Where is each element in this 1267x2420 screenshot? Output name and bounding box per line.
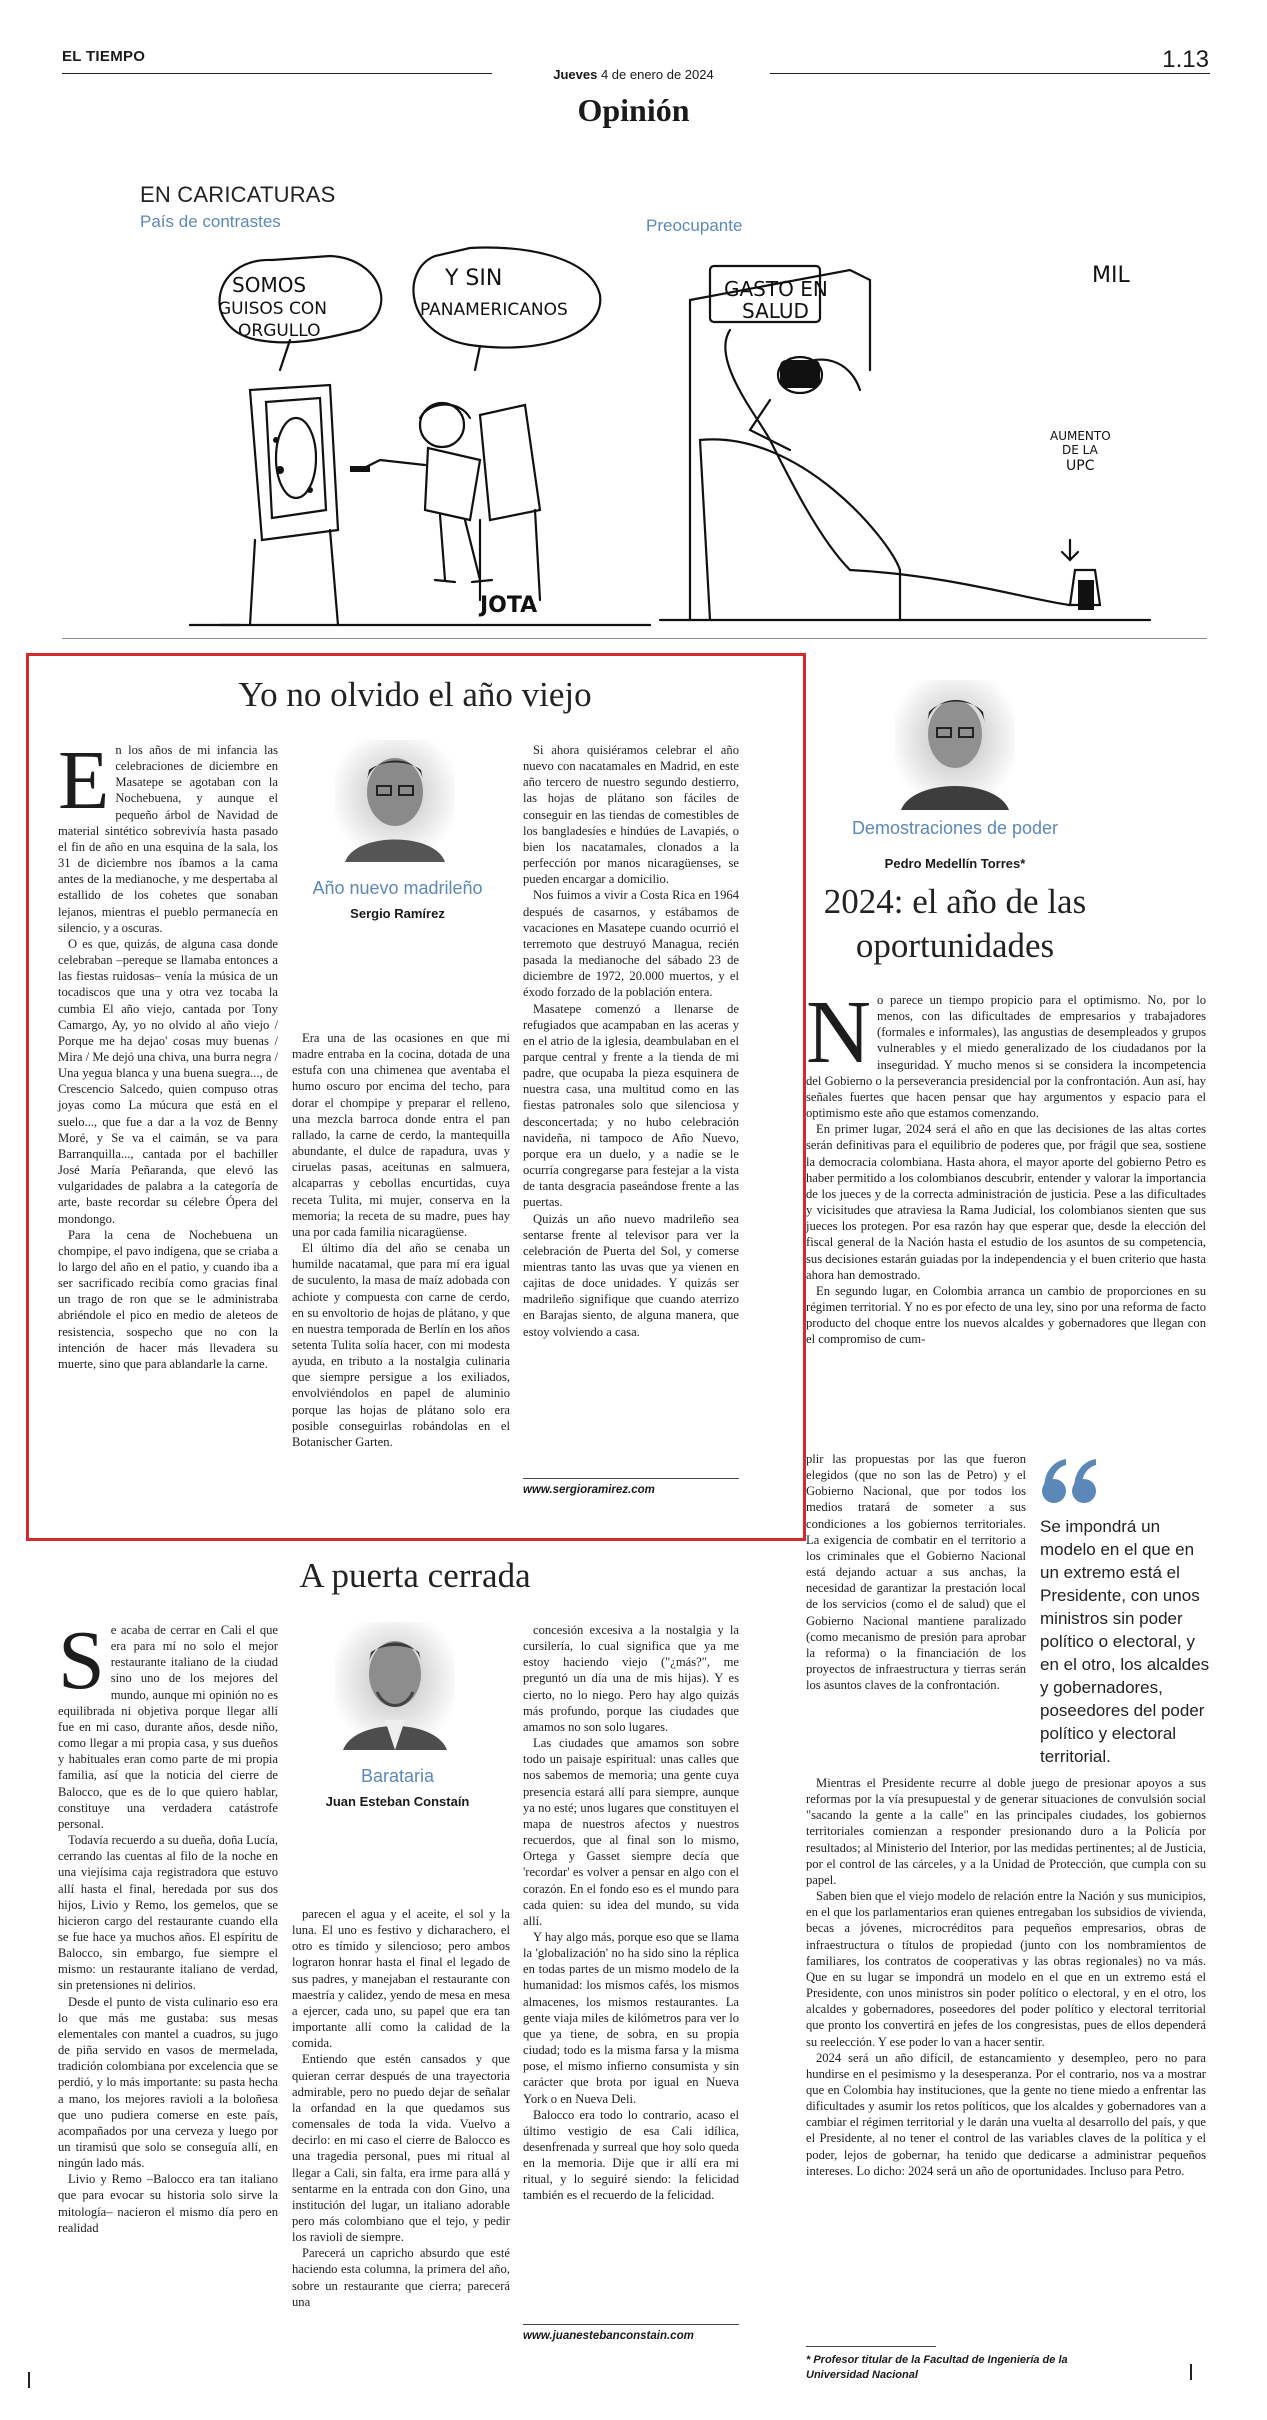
- article3-col-narrow: [806, 1451, 1026, 1693]
- article1-p9: Quizás un año nuevo madrileño sea sentarse frente al televisor para ver la celebración de Puerta del Sol, y comerse mientras tanto las uvas que ya vienen en cajitas de doce unidades. Y quizás ser madrileño signifique que cuando aterrizo en Barajas siento, de alguna manera, que estoy volviendo a casa.: [523, 1211, 739, 1339]
- article2-p1: e acaba de cerrar en Cali el que era para mí no solo el mejor restaurante italiano de la ciudad sino uno de los mejores del mundo, aunque mi opinión no es equilibrada ni objetiva porque llegar allí fue en mi caso, durante años, desde niño, como llegar a mi propia casa, y sus dueños y habituales eran como parte de mi propia familia, así que la noticia del cierre de Balocco, que es de lo que quiero hablar, constituye una verdadera catástrofe personal.: [58, 1623, 278, 1831]
- article3-p2: En primer lugar, 2024 será el año en que las decisiones de las altas cortes serán definitivas para el equilibrio de poderes que, por frágil que sea, sostiene la democracia colombiana. Hasta ahora, el mayor aporte del gobierno Petro es haber permitido a los colombianos descubrir, entender y valorar la importancia de los jueces y de la correcta administración de justicia. Pese a las dificultades y vicisitudes que atraviesa la Rama Judicial, los colombianos sienten que sus jueces los protegen. Por esa razón hay que esperar que, desde la elección del fiscal general de la Nación hasta el estudio de los asuntos de su competencia, sus decisiones estarán guiadas por la independencia y el buen criterio que hasta ahora han demostrado.: [806, 1122, 1206, 1282]
- article3-footnote: * Profesor titular de la Facultad de Ingeniería de la Universidad Nacional: [806, 2354, 1068, 2381]
- page-number: 1.13: [1162, 46, 1209, 73]
- article1-p6: Si ahora quisiéramos celebrar el año nuevo con nacatamales en Madrid, en este año tercero de nuestro segundo destierro, las hojas de plátano son fáciles de conseguir en las tiendas de comestibles de los bangladesíes e hindúes de Lavapiés, o bien los nacatamales, clonados a la perfección por manos nicaragüenses, se pueden encargar a domicilio.: [523, 743, 739, 887]
- cartoon-left-signature: JOTA: [480, 593, 538, 618]
- article2-p2: Todavía recuerdo a su dueña, doña Lucía, cerrando las cuentas al filo de la noche en una viejísima caja registradora que estuvo allí hasta el final, heredada por sus dos hijos, Livio y Remo, los gemelos, que se hicieron cargo del restaurante cuando ella se fue hace ya muchos años. El espíritu de Balocco, sin embargo, fue siempre el mismo: un restaurante italiano de verdad, sin pretensiones ni delirios.: [58, 1833, 278, 1993]
- article2-col1: [58, 1614, 278, 2236]
- article1-col2: [292, 1030, 510, 1450]
- sign-text-1: GASTO EN: [724, 277, 828, 301]
- article2-p7: Parecerá un capricho absurdo que esté haciendo esta columna, la primera del año, sobre un restaurante que cierra; parecerá una: [292, 2246, 510, 2309]
- article2-p4: Livio y Remo –Balocco era tan italiano que para evocar su historia solo sirve la mitología– nacieron el mismo día pero en realidad: [58, 2172, 278, 2235]
- date-text: 4 de enero de 2024: [597, 67, 714, 82]
- article2-col2: [292, 1906, 510, 2310]
- cartoon-left-illustration: [180, 240, 670, 630]
- article3-title: 2024: el año de las oportunidades: [823, 882, 1087, 965]
- bubble-right-text-1: Y SIN: [445, 266, 503, 291]
- article2-dropcap: S: [58, 1614, 105, 1707]
- article3-p5: Mientras el Presidente recurre al doble juego de presionar apoyos a sus reformas por la vía presupuestal y de generar situaciones de convulsión social "sacando la gente a la calle" en las principales ciudades, los gobiernos territoriales comienzan a responder presionando duro a la Policía por resultados; al Ministerio del Interior, por las medidas pertinentes; al de Justicia, por el control de las cárceles, y a la Unidad de Protección, que cumpla con su papel.: [806, 1776, 1206, 1887]
- footnote-rule: [806, 2346, 936, 2347]
- article2-author: Juan Esteban Constaín: [325, 1794, 470, 1809]
- article1-title: Yo no olvido el año viejo: [238, 675, 592, 714]
- article1-p4: Era una de las ocasiones en que mi madre entraba en la cocina, dotada de una estufa con una chimenea que aventaba el humo oscuro por encima del techo, para dorar el chompipe y preparar el relleno, una mezcla barroca donde entra el pan rallado, la carne de cerdo, la mantequilla abundante, el dulce de rapadura, uvas y ciruelas pasas, aceitunas en salmuera, alcaparras y cebollas encurtidas, cuya receta Tulita, mi mujer, conserva en la memoria; la receta de su madre, pues hay una por cada familia nicaragüense.: [292, 1031, 510, 1239]
- crop-mark-left: [28, 2372, 30, 2388]
- article2-p5: parecen el agua y el aceite, el sol y la luna. El uno es festivo y dicharachero, el otro es tímido y silencioso; pero ambos lograron honrar hasta el final el legado de sus padres, y manejaban el restaurante con maestría y calidez, yendo de mesa en mesa a ejercer, cada uno, su papel que era tan importante allí como la calidad de la comida.: [292, 1907, 510, 2051]
- cartoon-right-subtitle: Preocupante: [646, 216, 743, 235]
- article1-col1: [58, 734, 278, 1372]
- article3-p6: Saben bien que el viejo modelo de relación entre la Nación y sus municipios, en el que los parlamentarios eran quienes entregaban los subsidios de vivienda, becas a jóvenes, microcréditos para pequeños empresarios, obras de infraestructura o títulos de propiedad (junto con los nombramientos de familiares, los contratos de cooperativas y las obras regionales) no va más. Que en su lugar se impondrá un modelo en el que en un extremo está el Presidente, con unos ministros sin poder político o electoral, y en el otro, los alcaldes y gobernadores, poseedores del poder político y electoral territorial que pronto los convertirá en jefes de los congresistas, pues de ellos dependerá su reelección. Y ese poder lo van a hacer sentir.: [806, 1889, 1206, 2049]
- quote-marks-icon: [1040, 1457, 1104, 1507]
- article3-p3: En segundo lugar, en Colombia arranca un cambio de proporciones en su régimen territorial. Y no es por efecto de una ley, sino por una reforma de facto producto del choque entre los nuevos alcaldes y gobernadores que llegan con el compromiso de cum-: [806, 1283, 1206, 1347]
- bubble-left-text-1: SOMOS: [232, 273, 307, 297]
- article2-p8: concesión excesiva a la nostalgia y la cursilería, lo cual significa que ya me estoy haciendo viejo ("¿más?", me preguntó un día una de mis hijas). Y es cierto, no lo niego. Pero hay algo quizás más profundo, porque las ciudades que amamos no son solo lugares.: [523, 1623, 739, 1734]
- article3-column-name: Demostraciones de poder: [851, 818, 1059, 838]
- article1-dropcap: E: [58, 734, 110, 827]
- article3-author: Pedro Medellín Torres*: [884, 856, 1026, 871]
- article3-dropcap: N: [806, 983, 871, 1082]
- issue-date: [0, 67, 1267, 82]
- author-photo-pedro-medellin: [895, 680, 1015, 810]
- article1-p5: El último día del año se cenaba un humilde nacatamal, que para mí era igual de suculento, la masa de maíz adobada con achiote y compuesta con carne de cerdo, en su envoltorio de hojas de plátano, y que en nuestra temporada de Berlín en los años setenta Tulita solía hacer, con mi modesta ayuda, en tributo a la nostalgia culinaria que siempre persigue a los exiliados, envolviéndolos en papel de aluminio porque las hojas de plátano solo era posible conseguirlas robándolas en el Botanischer Garten.: [292, 1241, 510, 1449]
- author-photo-juan-esteban-constain: [335, 1622, 455, 1750]
- article1-p2: O es que, quizás, de alguna casa donde celebraban –pereque se llamaba entonces a las fiestas ruidosas– venía la música de un tocadiscos que una y otra vez tocaba la cumbia El año viejo, cantada por Tony Camargo, Ay, yo no olvido al año viejo / Porque me ha dejao' cosas muy buenas / Mira / Me dejó una chiva, una burra negra / Una yegua blanca y una buena suegra..., de Crescencio Salcedo, quien compuso otras joyas como La múcura que está en el suelo..., que fue a dar a la voz de Benny Moré, y Se va el caimán, se va para Barranquilla..., cantada por el bachiller José María Peñaranda, que elevó las vulgaridades de palabra a la categoría de arte, baste recordar su célebre Ópera del mondongo.: [58, 936, 278, 1226]
- article2-p6: Entiendo que estén cansados y que quieran cerrar después de una trayectoria admirable, pero no puedo dejar de señalar la orfandad en la que quedamos sus comensales de toda la vida. Vuelvo a decirlo: en mi caso el cierre de Balocco es una tragedia personal, pues mi ritual al llegar a Cali, sin falta, era irme para allá y sentarme en la entrada con don Gino, una institución del lugar, un italiano adorable pero más colombiano que el tejo, y pedir los ravioli de siempre.: [292, 2052, 510, 2245]
- bubble-left-text-2: GUISOS CON: [218, 299, 327, 319]
- sign-text-2: SALUD: [742, 299, 809, 323]
- cartoon-right-signature: MIL: [1092, 263, 1130, 288]
- cartoon-left-subtitle: País de contrastes: [140, 212, 281, 231]
- author-photo-sergio-ramirez: [335, 740, 455, 862]
- article1-url-rule: [523, 1478, 739, 1479]
- article1-p8: Masatepe comenzó a llenarse de refugiados que acampaban en las aceras y en el atrio de la iglesia, deambulaban en el parque central y frente a la tienda de mi padre, que ocupaba la pieza esquinera de nuestra casa, una multitud como en las fiestas patronales solo que silenciosa y desconcertada; y no hubo celebración navideña, ni tampoco de Año Nuevo, porque era un duelo, y a nadie se le ocurría congregarse para festejar a la vista de tanta desgracia paseándose frente a las puertas.: [523, 1001, 739, 1210]
- caricatures-heading: EN CARICATURAS: [140, 182, 336, 207]
- article2-column-name: Barataria: [360, 1766, 435, 1786]
- caricatures-divider: [62, 638, 1207, 639]
- article1-p3: Para la cena de Nochebuena un chompipe, el pavo indígena, que se criaba a lo largo del año en el patio, y cuando iba a ser sacrificado recibía como gracias final un trago de ron que se le administraba abriéndole el pico en medio de aleteos de resistencia, sospecho que no con la intención de hacer más llevadera su muerte, sino que para ablandarle la carne.: [58, 1227, 278, 1371]
- article1-p7: Nos fuimos a vivir a Costa Rica en 1964 después de casarnos, y estábamos de vacaciones en Masatepe cuando ocurrió el terremoto que destruyó Managua, recién pasada la medianoche del sábado 23 de diciembre de 1972, 20.000 muertos, y el éxodo forzado de la población entera.: [523, 888, 739, 1000]
- bubble-right-text-2: PANAMERICANOS: [420, 300, 568, 320]
- article1-col3: [523, 742, 739, 1340]
- section-title: Opinión: [577, 92, 690, 128]
- article2-url-rule: [523, 2324, 739, 2325]
- article1-column-name: Año nuevo madrileño: [312, 878, 483, 898]
- article1-url[interactable]: www.sergioramirez.com: [523, 1484, 655, 1496]
- article2-p11: Balocco era todo lo contrario, acaso el último vestigio de esa Cali idílica, desenfrenada y surreal que hoy solo queda en la memoria. Dije que ir allí era mi ritual, y lo seguiré siendo: la felicidad también es el recuerdo de la felicidad.: [523, 2107, 739, 2203]
- article2-url[interactable]: www.juanestebanconstain.com: [523, 2330, 694, 2342]
- masthead-logo: EL TIEMPO: [62, 48, 146, 65]
- article2-col3: [523, 1622, 739, 2204]
- article2-title: A puerta cerrada: [299, 1556, 531, 1595]
- article1-p1: n los años de mi infancia las celebraciones de diciembre en Masatepe se agotaban con la Nochebuena, y aunque el pequeño árbol de Navidad de material sintético sobrevivía hasta pasado el fin de año en una esquina de la sala, los 31 de diciembre nos íbamos a la cama antes de la medianoche, y me despertaba al estallido de los cohetes que sonaban lejanos, mientras el pueblo permanecía en silencio, y a oscuras.: [58, 743, 278, 935]
- label-text-2: DE LA: [1062, 443, 1098, 457]
- article3-col-top: [806, 983, 1206, 1347]
- article3-p7: 2024 será un año difícil, de estancamiento y desempleo, pero no para hundirse en el pesimismo y la desesperanza. Por el contrario, nos va a mostrar que en Colombia hay instituciones, que la gente no tiene miedo a enfrentar las dificultades y asumir los retos políticos, que los alcaldes y gobernadores van a cambiar el régimen territorial y le darán una vuelta al desarrollo del país, y que el Presidente, al no tener el control de las variables claves de la política y el poder, lejos de gobernar, ha tenido que dedicarse a administrar pequeños intereses. Lo dicho: 2024 será un año de oportunidades. Incluso para Petro.: [806, 2050, 1206, 2178]
- crop-mark-right: [1190, 2364, 1192, 2380]
- article3-col-bottom: [806, 1775, 1206, 2179]
- article1-author: Sergio Ramírez: [350, 906, 445, 921]
- bubble-left-text-3: ORGULLO: [238, 321, 321, 341]
- pull-quote: Se impondrá un modelo en el que en un extremo está el Presidente, con unos ministros sin poder político o electoral, y en el otro, los alcaldes y gobernadores, poseedores del poder político y electoral territorial.: [1040, 1517, 1210, 1766]
- article2-p3: Desde el punto de vista culinario eso era lo que más me gustaba: sus mesas elementales con mantel a cuadros, su jugo de piña servido en vasos de mermelada, tradición colombiana por excelencia que se perdió, y lo más importante: su pasta hecha a mano, los mejores ravioli a la boloñesa que uno pudiera comerse en este país, acompañados por una cerveza y luego por un tiramisú que solo se conseguía allí, en ningún lado más.: [58, 1994, 278, 2171]
- date-weekday: Jueves: [553, 67, 598, 82]
- article3-p1: o parece un tiempo propicio para el optimismo. No, por lo menos, con las dificultades de empresarios y trabajadores (formales e informales), las angustias de desempleados y grupos vulnerables y el miedo generalizado de los ciudadanos por la inseguridad. Y mucho menos si se considera la incompetencia del Gobierno o la perseverancia presidencial por la confrontación. Aun así, hay señales fuertes que hacen pensar que hay argumentos y espacio para el optimismo este año que estamos comenzando.: [806, 993, 1206, 1121]
- article3-p4: plir las propuestas por las que fueron elegidos (que no son las de Petro) y el Gobierno Nacional, que por todos los medios tratará de someter a sus condiciones a los gobiernos territoriales. La exigencia de combatir en el territorio a los criminales que el Gobierno Nacional está dejando actuar a sus anchas, la necesidad de garantizar la prestación local de los servicios (como el de salud) que el Gobierno Nacional mantiene paralizado (como mecanismo de presión para aprobar la reforma) o la financiación de los proyectos de infraestructura y tierras serán los asuntos claves de la confrontación.: [806, 1452, 1026, 1693]
- label-text-3: UPC: [1066, 458, 1095, 474]
- article2-p10: Y hay algo más, porque eso que se llama la 'globalización' no ha sido sino la réplica en todas partes de un mismo modelo de la humanidad: los mismos cafés, los mismos almacenes, los mismos restaurantes. La gente viaja miles de kilómetros para ver lo que ya tiene, de sobra, en su propia ciudad; todo es la misma farsa y la misma pose, el mismo infierno consumista y sin carácter que brota por igual en Nueva York o en Nueva Deli.: [523, 1929, 739, 2106]
- cartoon-right-illustration: [650, 240, 1170, 630]
- label-text-1: AUMENTO: [1050, 429, 1111, 443]
- article2-p9: Las ciudades que amamos son sobre todo un paisaje espiritual: unas calles que nos sabemos de memoria; una gente cuya presencia estará allí para siempre, aunque ya no esté; unos lugares que constituyen el mapa de nuestros afectos y nuestros recuerdos, que al final son lo mismo, Ortega y Gasset siempre decía que 'recordar' es volver a pensar en algo con el corazón. En el fondo eso es el mundo para cada quien: su idea del mundo, su vida allí.: [523, 1736, 739, 1928]
